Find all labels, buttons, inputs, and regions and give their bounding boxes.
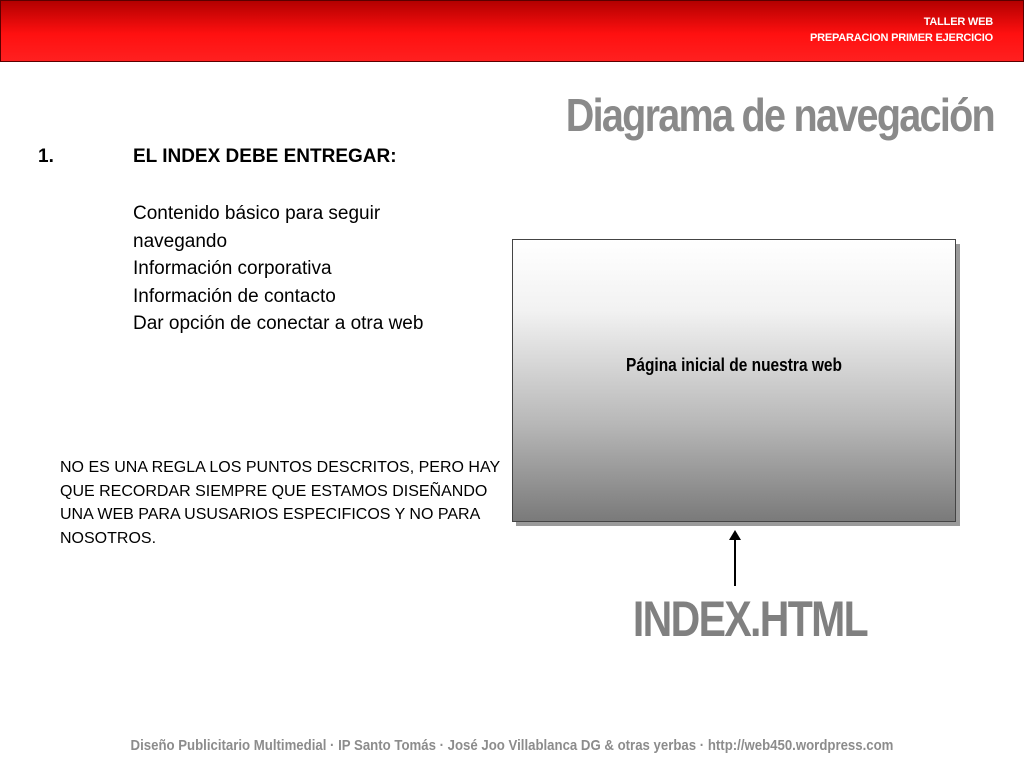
- list-item: Información corporativa: [133, 258, 332, 279]
- header-bar: [0, 0, 1024, 62]
- list-number: 1.: [38, 146, 54, 167]
- index-html-label: INDEX.HTML: [632, 591, 868, 647]
- home-page-box: [512, 239, 956, 522]
- header-subtitle: PREPARACION PRIMER EJERCICIO: [809, 32, 993, 44]
- home-page-box-label: Página inicial de nuestra web: [626, 355, 842, 375]
- slide-title: Diagrama de navegación: [565, 89, 994, 141]
- list-item: Contenido básico para seguir navegando: [133, 203, 381, 252]
- arrow-line: [734, 538, 736, 586]
- list-item: Información de contacto: [133, 285, 336, 307]
- header-course-title: TALLER WEB: [923, 16, 993, 28]
- note-text: NO ES UNA REGLA LOS PUNTOS DESCRITOS, PERO HAY QUE RECORDAR SIEMPRE QUE ESTAMOS DISEÑANDO UNA WEB PARA USUSARIOS ESPECIFICOS Y NO PARA NOSOTROS.: [60, 459, 500, 547]
- list-heading: EL INDEX DEBE ENTREGAR:: [133, 146, 397, 167]
- footer-credits: Diseño Publicitario Multimedial · IP Santo Tomás · José Joo Villablanca DG & otras yerbas · http://web450.wordpress.com: [130, 737, 894, 754]
- list-body: [133, 200, 453, 338]
- list-item: Dar opción de conectar a otra web: [133, 313, 424, 334]
